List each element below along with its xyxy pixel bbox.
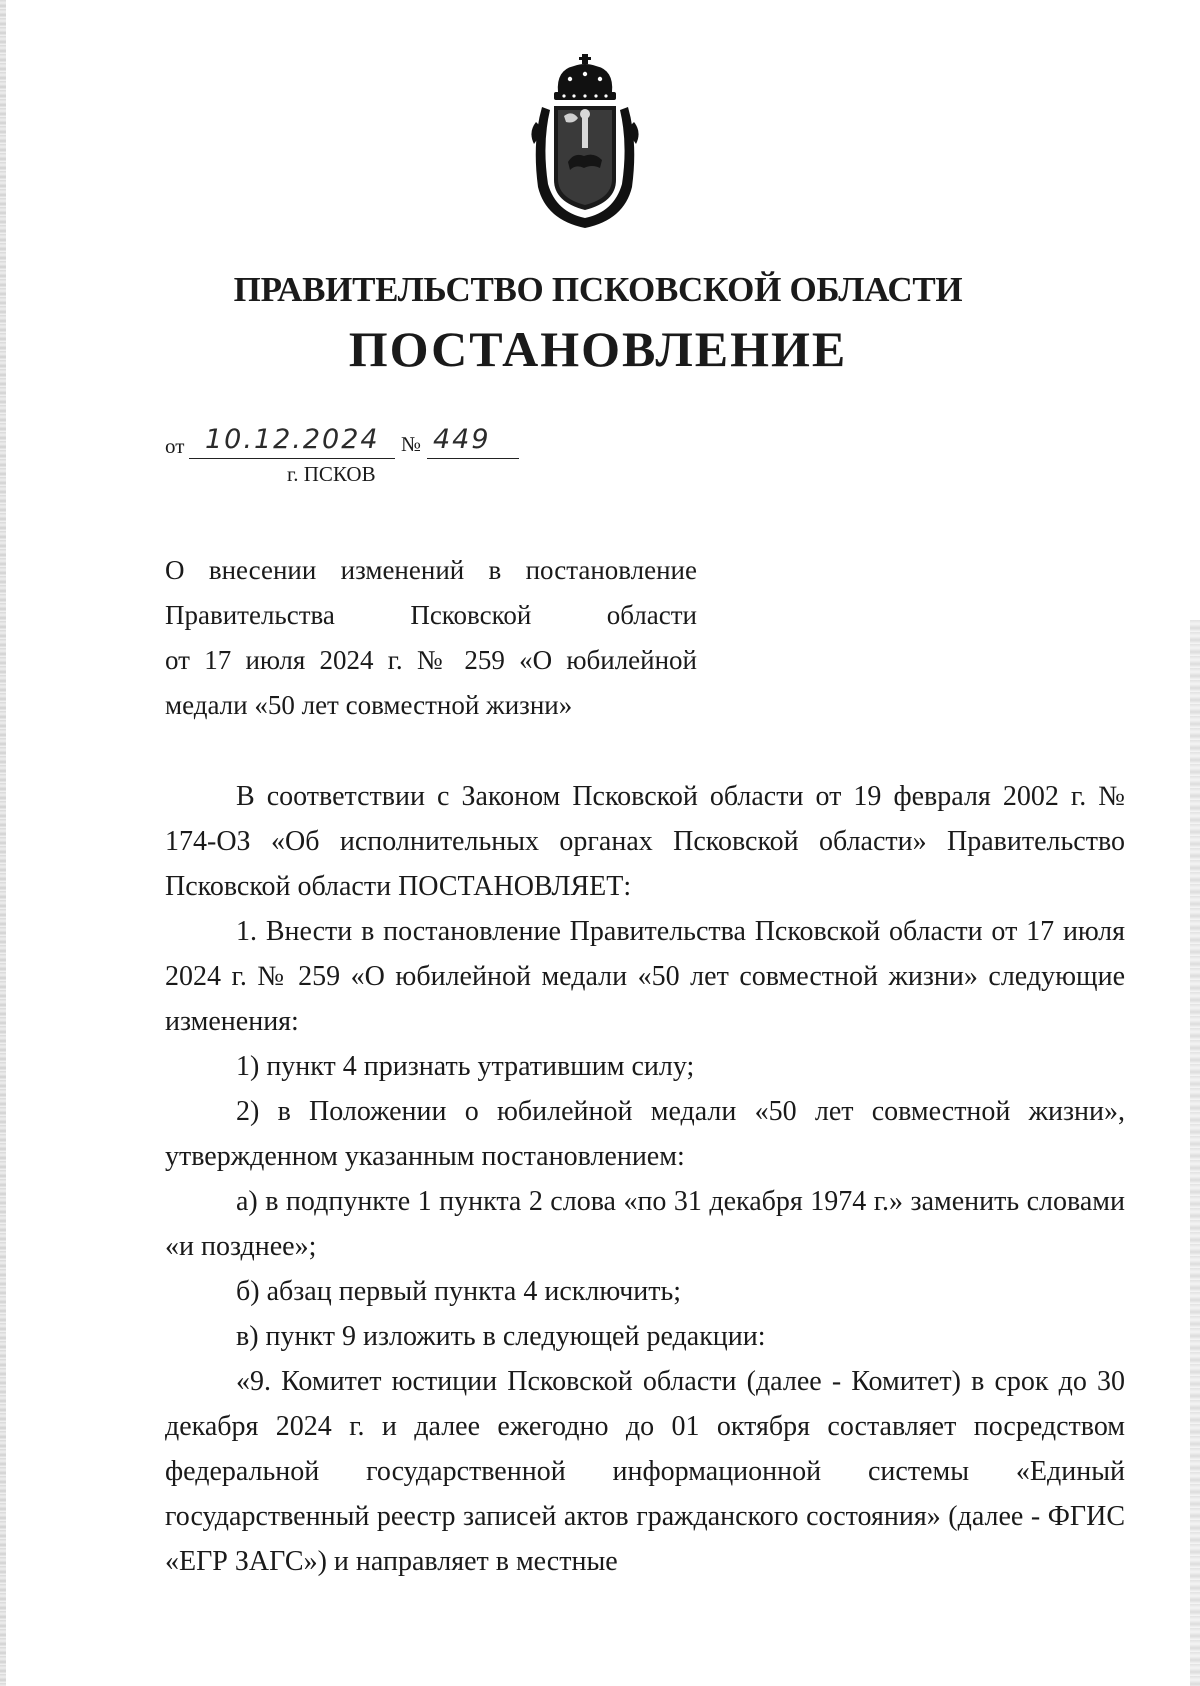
document-body xyxy=(165,774,1125,1584)
date-prefix: от xyxy=(165,434,185,458)
subject-line-1: О внесении изменений в постановление xyxy=(165,555,697,585)
number-prefix: № xyxy=(401,432,422,456)
quoted-point-9-paragraph: «9. Комитет юстиции Псковской области (далее - Комитет) в срок до 30 декабря 2024 г. и далее ежегодно до 01 октября составляет посредством федеральной государственной информационной системы «Единый государственный реестр записей актов гражданского состояния» (далее - ФГИС «ЕГР ЗАГС») и направляет в местные xyxy=(165,1366,1125,1577)
subject-line-3: от 17 июля 2024 г. № 259 «О юбилейной xyxy=(165,645,697,675)
item-1-paragraph: 1. Внести в постановление Правительства Псковской области от 17 июля 2024 г. № 259 «О юбилейной медали «50 лет совместной жизни» следующие изменения: xyxy=(165,916,1125,1037)
preamble-paragraph: В соответствии с Законом Псковской области от 19 февраля 2002 г. № 174-ОЗ «Об исполнительных органах Псковской области» Правительство Псковской области ПОСТАНОВЛЯЕТ: xyxy=(165,781,1125,902)
scan-edge-right xyxy=(1190,620,1200,1686)
document-subject xyxy=(165,548,697,728)
subitem-1-paragraph: 1) пункт 4 признать утратившим силу; xyxy=(236,1051,695,1082)
number-value: 449 xyxy=(433,424,491,455)
scan-edge-left xyxy=(0,0,6,1686)
subitem-2-paragraph: 2) в Положении о юбилейной медали «50 лет совместной жизни», утвержденном указанным постановлением: xyxy=(165,1096,1125,1172)
date-value: 10.12.2024 xyxy=(205,424,380,455)
subitem-b-paragraph: б) абзац первый пункта 4 исключить; xyxy=(236,1276,682,1307)
subject-line-2: Правительства Псковской области xyxy=(165,600,697,630)
subject-line-4: медали «50 лет совместной жизни» xyxy=(165,690,573,720)
subitem-v-paragraph: в) пункт 9 изложить в следующей редакции: xyxy=(236,1321,766,1352)
subitem-a-paragraph: а) в подпункте 1 пункта 2 слова «по 31 декабря 1974 г.» заменить словами «и позднее»; xyxy=(165,1186,1125,1262)
government-title: ПРАВИТЕЛЬСТВО ПСКОВСКОЙ ОБЛАСТИ xyxy=(233,270,963,309)
date-underline xyxy=(189,458,395,459)
document-type: ПОСТАНОВЛЕНИЕ xyxy=(348,321,848,377)
city: г. ПСКОВ xyxy=(287,462,376,486)
coat-of-arms-icon xyxy=(528,52,642,232)
number-underline xyxy=(427,458,519,459)
